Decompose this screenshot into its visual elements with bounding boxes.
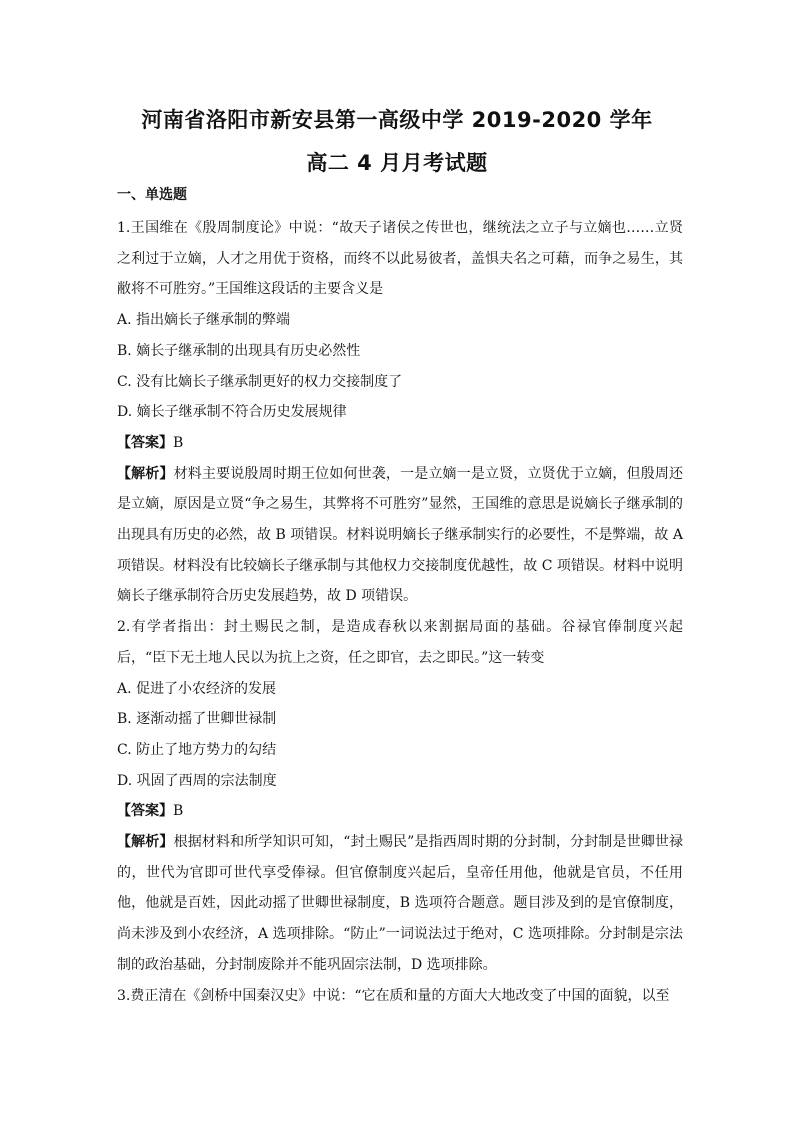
answer-label: 【答案】 <box>117 803 173 820</box>
question-1-option-b: B. 嫡长子继承制的出现具有历史必然性 <box>117 342 361 359</box>
answer-label: 【答案】 <box>117 434 173 451</box>
question-2-answer <box>117 796 683 827</box>
question-2-option-a: A. 促进了小农经济的发展 <box>117 680 277 697</box>
answer-value: B <box>173 434 184 451</box>
question-2-option-c: C. 防止了地方势力的勾结 <box>117 741 277 758</box>
exam-title-line2: 高二 4 月月考试题 <box>306 151 488 175</box>
question-1-option-d: D. 嫡长子继承制不符合历史发展规律 <box>117 404 347 421</box>
analysis-label: 【解析】 <box>117 834 174 851</box>
question-1-option-a: A. 指出嫡长子继承制的弊端 <box>117 312 291 329</box>
question-1-answer <box>117 428 683 459</box>
section-heading: 一、单选题 <box>117 187 187 203</box>
exam-body <box>117 213 683 1011</box>
analysis-label: 【解析】 <box>117 465 174 482</box>
question-2-analysis <box>117 827 683 981</box>
question-2-stem: 2.有学者指出：封土赐民之制，是造成春秋以来割据局面的基础。谷禄官俸制度兴起后，“臣下无土地人民以为抗上之资，任之即官，去之即民。”这一转变 <box>117 619 683 666</box>
question-1-analysis <box>117 459 683 613</box>
answer-value: B <box>173 803 184 820</box>
analysis-text: 根据材料和所学知识可知，“封土赐民”是指西周时期的分封制，分封制是世卿世禄的，世代为官即可世代享受俸禄。但官僚制度兴起后，皇帝任用他，他就是官员，不任用他，他就是百姓，因此动摇了世卿世禄制度，B 选项符合题意。题目涉及到的是官僚制度，尚未涉及到小农经济，A 选项排除。“防止”一词说法过于绝对，C 选项排除。分封制是宗法制的政治基础，分封制废除并不能巩固宗法制，D 选项排除。 <box>117 834 684 973</box>
question-2-option-b: B. 逐渐动摇了世卿世禄制 <box>117 711 277 728</box>
exam-title-line1: 河南省洛阳市新安县第一高级中学 2019-2020 学年 <box>141 108 653 132</box>
question-2-option-d: D. 巩固了西周的宗法制度 <box>117 772 277 789</box>
question-1-stem: 1.王国维在《殷周制度论》中说：“故天子诸侯之传世也，继统法之立子与立嫡也……立贤之利过于立嫡，人才之用优于资格，而终不以此易彼者，盖惧夫名之可藉，而争之易生，其敝将不可胜穷。”王国维这段话的主要含义是 <box>117 220 683 298</box>
question-3-stem: 3.费正清在《剑桥中国秦汉史》中说：“它在质和量的方面大大地改变了中国的面貌，以至 <box>117 987 670 1004</box>
question-1-option-c: C. 没有比嫡长子继承制更好的权力交接制度了 <box>117 373 403 390</box>
analysis-text: 材料主要说殷周时期王位如何世袭，一是立嫡一是立贤，立贤优于立嫡，但殷周还是立嫡，原因是立贤“争之易生，其弊将不可胜穷”显然，王国维的意思是说嫡长子继承制的出现具有历史的必然，故 B 项错误。材料说明嫡长子继承制实行的必要性，不是弊端，故 A 项错误。材料没有比较嫡长子继承制与其他权力交接制度优越性，故 C 项错误。材料中说明嫡长子继承制符合历史发展趋势，故 D 项错误。 <box>117 465 684 605</box>
